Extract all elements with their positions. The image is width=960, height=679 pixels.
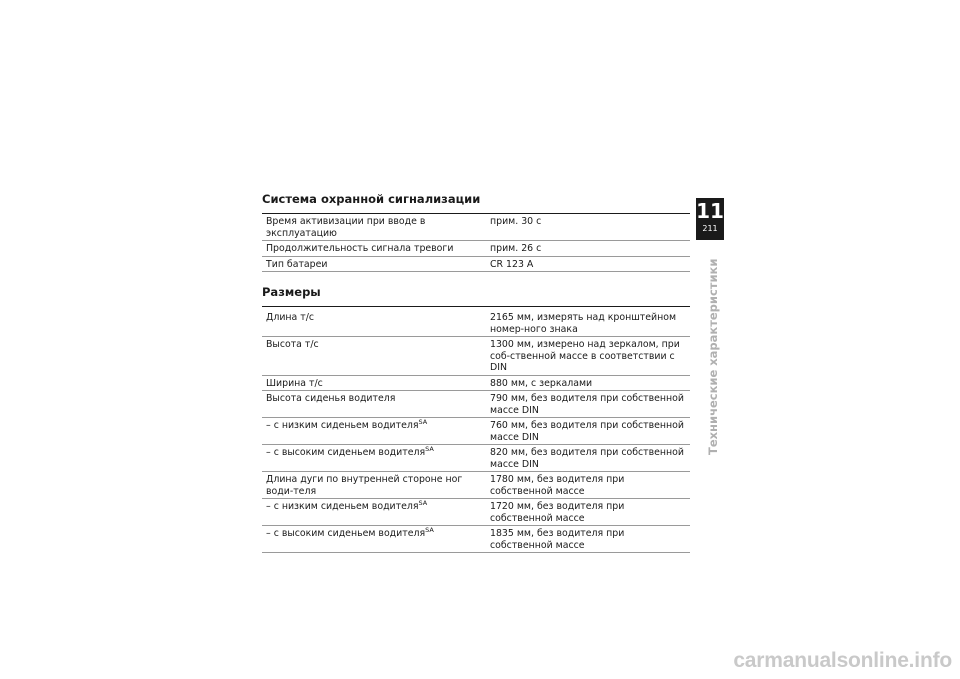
row-value: 1780 мм, без водителя при собственной массе bbox=[490, 472, 690, 499]
dash-bullet: – bbox=[266, 528, 271, 539]
row-value: 1835 мм, без водителя при собственной массе bbox=[490, 526, 690, 553]
row-label: Время активизации при вводе в эксплуатацию bbox=[262, 214, 490, 241]
dash-bullet: – bbox=[266, 447, 271, 458]
dimensions-title: Размеры bbox=[262, 285, 690, 307]
table-row bbox=[262, 472, 690, 499]
alarm-system-table bbox=[262, 214, 690, 272]
alarm-system-title: Система охранной сигнализации bbox=[262, 192, 690, 214]
row-label: Продолжительность сигнала тревоги bbox=[262, 241, 490, 257]
table-row bbox=[262, 499, 690, 526]
row-label: Высота сиденья водителя bbox=[262, 391, 490, 418]
sa-marker: SA bbox=[418, 499, 428, 507]
document-content bbox=[262, 192, 690, 553]
row-value: прим. 30 с bbox=[490, 214, 690, 241]
sa-marker: SA bbox=[425, 445, 434, 453]
table-row bbox=[262, 391, 690, 418]
table-row bbox=[262, 307, 690, 337]
table-row bbox=[262, 214, 690, 241]
table-row bbox=[262, 445, 690, 472]
table-row bbox=[262, 375, 690, 391]
watermark: carmanualsonline.info bbox=[733, 649, 952, 672]
row-value: 760 мм, без водителя при собственной массе DIN bbox=[490, 418, 690, 445]
row-label bbox=[262, 418, 490, 445]
row-label: Длина дуги по внутренней стороне ног води-теля bbox=[262, 472, 490, 499]
dash-bullet: – bbox=[266, 420, 271, 431]
row-label-text: с низким сиденьем водителя bbox=[273, 501, 419, 512]
row-label-text: с высоким сиденьем водителя bbox=[273, 528, 426, 539]
row-label bbox=[262, 526, 490, 553]
row-value: 1720 мм, без водителя при собственной массе bbox=[490, 499, 690, 526]
table-row bbox=[262, 256, 690, 272]
row-label: Тип батареи bbox=[262, 256, 490, 272]
row-value: 1300 мм, измерено над зеркалом, при соб-ственной массе в соответствии с DIN bbox=[490, 337, 690, 376]
dimensions-table bbox=[262, 307, 690, 553]
table-row bbox=[262, 418, 690, 445]
row-label bbox=[262, 499, 490, 526]
row-label: Длина т/с bbox=[262, 307, 490, 337]
row-value: CR 123 A bbox=[490, 256, 690, 272]
chapter-number: 11 bbox=[696, 199, 724, 223]
chapter-tab bbox=[696, 198, 724, 240]
row-label-text: с высоким сиденьем водителя bbox=[273, 447, 426, 458]
row-label: Высота т/с bbox=[262, 337, 490, 376]
row-label-text: с низким сиденьем водителя bbox=[273, 420, 419, 431]
row-label: Ширина т/с bbox=[262, 375, 490, 391]
row-value: 880 мм, с зеркалами bbox=[490, 375, 690, 391]
sa-marker: SA bbox=[418, 418, 428, 426]
table-row bbox=[262, 526, 690, 553]
side-chapter-title: Технические характеристики bbox=[706, 258, 720, 455]
row-value: 790 мм, без водителя при собственной массе DIN bbox=[490, 391, 690, 418]
sa-marker: SA bbox=[425, 526, 434, 534]
row-label bbox=[262, 445, 490, 472]
table-row bbox=[262, 337, 690, 376]
row-value: прим. 26 с bbox=[490, 241, 690, 257]
page-number: 211 bbox=[702, 224, 718, 233]
row-value: 2165 мм, измерять над кронштейном номер-ного знака bbox=[490, 307, 690, 337]
table-row bbox=[262, 241, 690, 257]
row-value: 820 мм, без водителя при собственной массе DIN bbox=[490, 445, 690, 472]
dash-bullet: – bbox=[266, 501, 271, 512]
